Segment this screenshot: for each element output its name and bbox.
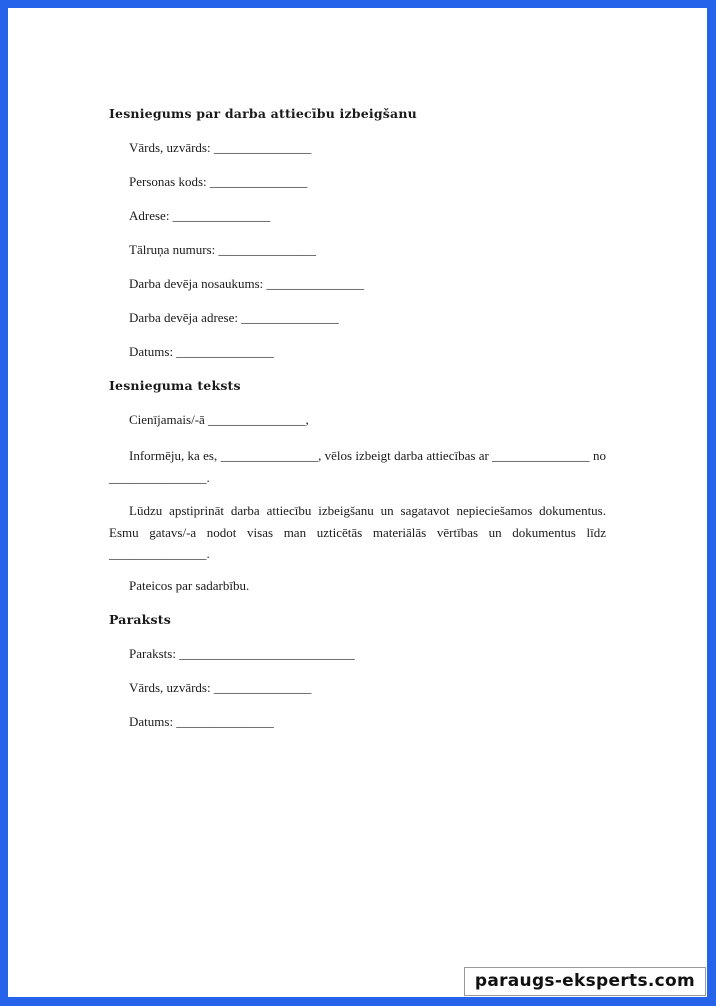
field-address: Adrese: _______________ xyxy=(129,208,271,223)
field-employer-name: Darba devēja nosaukums: _______________ xyxy=(129,276,365,291)
paragraph-request: Lūdzu apstiprināt darba attiecību izbeigšanu un sagatavot nepieciešamos dokumentus. Esmu gatavs/-a nodot visas man uzticētās materiālās vērtības un dokumentus līdz _______________. xyxy=(109,503,606,561)
section-heading-signature: Paraksts xyxy=(109,611,171,627)
document-title: Iesniegums par darba attiecību izbeigšanu xyxy=(109,106,417,121)
greeting: Cienījamais/-ā _______________, xyxy=(129,412,309,427)
signature-date-field: Datums: _______________ xyxy=(129,713,274,729)
signature-field: Paraksts: ___________________________ xyxy=(129,645,355,661)
field-employer-address: Darba devēja adrese: _______________ xyxy=(129,310,339,325)
document-page xyxy=(8,8,707,997)
site-watermark: paraugs-eksperts.com xyxy=(464,967,706,996)
document-content xyxy=(109,105,606,747)
signature-name-field: Vārds, uzvārds: _______________ xyxy=(129,679,312,695)
closing-line: Pateicos par sadarbību. xyxy=(129,577,250,593)
paragraph-notification: Informēju, ka es, _______________, vēlos izbeigt darba attiecības ar _______________ no _______________. xyxy=(109,448,606,485)
field-phone: Tālruņa numurs: _______________ xyxy=(129,242,317,257)
section-heading-text: Iesnieguma teksts xyxy=(109,378,241,393)
field-date: Datums: _______________ xyxy=(129,344,274,359)
field-name: Vārds, uzvārds: _______________ xyxy=(129,140,312,155)
field-personal-code: Personas kods: _______________ xyxy=(129,174,308,189)
